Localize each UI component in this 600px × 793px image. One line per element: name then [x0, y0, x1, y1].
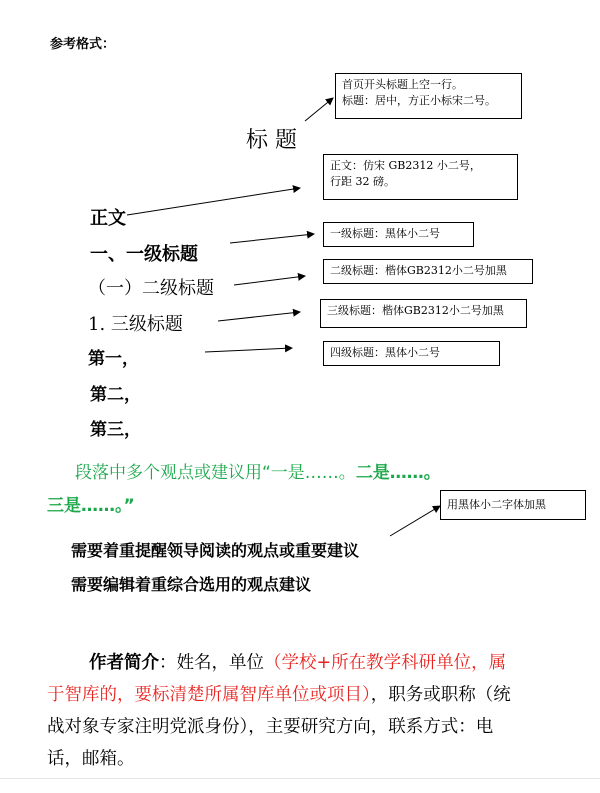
title-note-line2: 标题：居中，方正小标宋二号。 — [342, 94, 496, 107]
body-note-line1: 正文：仿宋 GB2312 小二号， — [330, 159, 481, 172]
level4-heading-second: 第二， — [90, 385, 141, 405]
title-arrow — [305, 98, 333, 121]
emphasis-arrow — [390, 506, 440, 536]
points-line1-normal: 段落中多个观点或建议用“一是……。 — [75, 463, 356, 483]
points-line1-bold: 二是……。 — [355, 463, 441, 483]
author-bio-label: 作者简介 — [89, 653, 159, 673]
level1-arrow — [230, 234, 314, 243]
emphasis-line-1: 需要着重提醒领导阅读的观点或重要建议 — [71, 541, 360, 560]
author-bio — [47, 647, 517, 775]
level2-arrow — [234, 276, 305, 285]
level4-heading-third: 第三， — [90, 420, 141, 440]
level1-note-box: 一级标题：黑体小二号 — [323, 222, 474, 247]
emphasis-line-2: 需要编辑着重综合选用的观点建议 — [71, 575, 312, 594]
author-bio-rest: ，职务或职称（统战对象专家注明党派身份），主要研究方向，联系方式：电话，邮箱。 — [47, 685, 511, 769]
author-bio-red: （学校+所在教学科研单位，属于智库的，要标清楚所属智库单位或项目） — [47, 653, 507, 705]
document-title: 标 题 — [246, 128, 297, 153]
level3-note-box: 三级标题：楷体GB2312小二号加黑 — [320, 299, 527, 328]
level3-heading: 1. 三级标题 — [88, 314, 183, 335]
level2-note-box: 二级标题：楷体GB2312小二号加黑 — [323, 259, 533, 284]
emphasis-note-box: 用黑体小二字体加黑 — [440, 490, 586, 520]
points-line-1 — [75, 458, 441, 483]
body-note-line2: 行距 32 磅。 — [330, 175, 395, 188]
level4-arrow — [205, 348, 292, 352]
reference-format-label: 参考格式： — [50, 37, 116, 52]
level4-heading-first: 第一， — [88, 349, 139, 369]
level4-note-box: 四级标题：黑体小二号 — [323, 341, 500, 366]
page-divider — [0, 778, 600, 779]
level3-arrow — [218, 312, 300, 321]
level1-heading: 一、一级标题 — [90, 244, 198, 265]
title-note-line1: 首页开头标题上空一行。 — [342, 78, 463, 91]
level2-heading: （一）二级标题 — [88, 278, 214, 299]
points-line-2: 三是……。” — [47, 496, 135, 516]
author-bio-colon: ：姓名，单位 — [159, 653, 264, 673]
body-arrow — [127, 188, 300, 215]
body-text-heading: 正文 — [90, 208, 126, 229]
